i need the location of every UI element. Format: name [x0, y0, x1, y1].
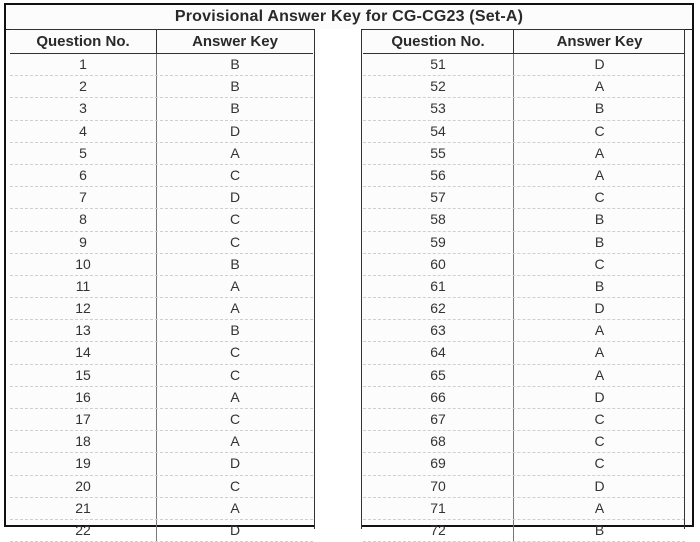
question-number: 7: [10, 187, 157, 208]
answer-value: A: [594, 166, 605, 183]
question-number: 69: [363, 453, 514, 474]
table-row: [10, 365, 313, 387]
table-row: [10, 453, 313, 475]
answer-value: A: [594, 366, 605, 383]
answer-value: A: [230, 433, 240, 450]
right-table: [363, 29, 685, 542]
answer-value: B: [230, 78, 240, 95]
question-number: 13: [10, 320, 157, 341]
question-number: 53: [363, 98, 514, 119]
question-number: 4: [10, 121, 157, 142]
answer-value: A: [594, 322, 605, 339]
answer-value: C: [594, 189, 605, 206]
table-row: [10, 76, 313, 98]
table-row: [10, 498, 313, 520]
table-row: [363, 165, 685, 187]
answer-value: B: [230, 322, 240, 339]
table-row: [10, 165, 313, 187]
answer-value: C: [229, 366, 241, 383]
question-number: 1: [10, 54, 157, 75]
answer-value: D: [229, 189, 241, 206]
question-number: 63: [363, 320, 514, 341]
question-number: 52: [363, 76, 514, 97]
answer-value: C: [229, 411, 241, 427]
right-table-body: [363, 54, 685, 542]
question-number: 72: [363, 520, 514, 541]
question-no-header: Question No.: [363, 30, 514, 53]
question-number: 8: [10, 209, 157, 230]
table-row: [10, 121, 313, 143]
question-number: 55: [363, 143, 514, 164]
question-number: 59: [363, 232, 514, 253]
answer-value: D: [594, 477, 605, 494]
question-number: 56: [363, 165, 514, 186]
table-row: [10, 143, 313, 165]
table-row: [10, 209, 313, 231]
question-number: 6: [10, 165, 157, 186]
answer-value: B: [594, 521, 605, 538]
table-row: [363, 342, 685, 364]
left-table: [10, 29, 313, 542]
question-number: 71: [363, 498, 514, 519]
question-number: 5: [10, 143, 157, 164]
answer-value: C: [229, 233, 241, 250]
table-row: [363, 76, 685, 98]
answer-value: A: [230, 144, 240, 161]
table-row: [363, 276, 685, 298]
answer-value: B: [594, 100, 605, 117]
answer-value: D: [594, 56, 605, 72]
question-number: 62: [363, 298, 514, 319]
answer-value: B: [594, 233, 605, 250]
table-row: [10, 298, 313, 320]
answer-value: B: [230, 56, 240, 72]
question-number: 54: [363, 121, 514, 142]
answer-value: D: [594, 388, 605, 405]
question-number: 15: [10, 365, 157, 386]
question-number: 67: [363, 409, 514, 430]
answer-value: C: [594, 411, 605, 427]
answer-value: A: [594, 78, 605, 95]
table-row: [363, 232, 685, 254]
answer-value: A: [230, 300, 240, 317]
question-number: 9: [10, 232, 157, 253]
answer-key-sheet: [4, 3, 694, 538]
answer-value: A: [230, 388, 240, 405]
question-number: 65: [363, 365, 514, 386]
answer-value: A: [594, 344, 605, 361]
table-row: [363, 298, 685, 320]
left-table-body: [10, 54, 313, 542]
answer-value: A: [594, 144, 605, 161]
question-number: 58: [363, 209, 514, 230]
table-row: [363, 365, 685, 387]
table-row: [363, 453, 685, 475]
table-row: [363, 98, 685, 120]
table-row: [10, 431, 313, 453]
answer-value: D: [229, 521, 241, 538]
question-number: 11: [10, 276, 157, 297]
answer-key-header: Answer Key: [192, 33, 278, 50]
question-number: 10: [10, 254, 157, 275]
table-row: [363, 187, 685, 209]
question-number: 66: [363, 387, 514, 408]
question-number: 70: [363, 476, 514, 497]
question-number: 16: [10, 387, 157, 408]
question-number: 19: [10, 453, 157, 474]
table-row: [10, 232, 313, 254]
question-number: 17: [10, 409, 157, 430]
answer-value: C: [594, 122, 605, 139]
table-row: [363, 387, 685, 409]
answer-value: C: [594, 255, 605, 272]
table-row: [363, 320, 685, 342]
question-number: 60: [363, 254, 514, 275]
table-row: [10, 98, 313, 120]
table-row: [10, 320, 313, 342]
table-row: [363, 476, 685, 498]
answer-value: A: [230, 499, 240, 516]
answer-value: C: [229, 166, 241, 183]
answer-value: D: [229, 122, 241, 139]
question-number: 12: [10, 298, 157, 319]
question-number: 57: [363, 187, 514, 208]
table-row: [363, 54, 685, 76]
page-title: Provisional Answer Key for CG-CG23 (Set-A): [6, 5, 692, 30]
table-row: [10, 187, 313, 209]
question-number: 68: [363, 431, 514, 452]
question-number: 21: [10, 498, 157, 519]
table-row: [10, 54, 313, 76]
question-number: 22: [10, 520, 157, 541]
question-number: 2: [10, 76, 157, 97]
answer-value: C: [594, 433, 605, 450]
question-no-header: Question No.: [10, 30, 157, 53]
answer-value: B: [594, 211, 605, 228]
table-row: [10, 409, 313, 431]
question-number: 14: [10, 342, 157, 363]
question-number: 20: [10, 476, 157, 497]
table-row: [363, 409, 685, 431]
question-number: 3: [10, 98, 157, 119]
answer-value: C: [229, 477, 241, 494]
table-row: [10, 342, 313, 364]
answer-value: D: [594, 300, 605, 317]
table-row: [363, 520, 685, 542]
table-row: [10, 520, 313, 542]
answer-value: D: [229, 455, 241, 472]
answer-value: C: [229, 344, 241, 361]
table-row: [363, 498, 685, 520]
table-row: [10, 476, 313, 498]
table-row: [363, 431, 685, 453]
question-number: 18: [10, 431, 157, 452]
answer-value: C: [594, 455, 605, 472]
question-number: 64: [363, 342, 514, 363]
answer-value: C: [229, 211, 241, 228]
answer-value: B: [594, 277, 605, 294]
table-row: [363, 143, 685, 165]
table-row: [363, 121, 685, 143]
table-row: [10, 254, 313, 276]
right-margin-rule: [684, 29, 692, 529]
answer-value: B: [230, 255, 240, 272]
table-row: [363, 209, 685, 231]
question-number: 61: [363, 276, 514, 297]
column-gap: [314, 29, 362, 529]
right-table-header: [363, 29, 685, 54]
question-number: 51: [363, 54, 514, 75]
left-table-header: [10, 29, 313, 54]
answer-key-header: Answer Key: [556, 33, 643, 50]
answer-value: B: [230, 100, 240, 117]
answer-value: A: [230, 277, 240, 294]
table-row: [363, 254, 685, 276]
answer-value: A: [594, 499, 605, 516]
table-row: [10, 387, 313, 409]
table-row: [10, 276, 313, 298]
